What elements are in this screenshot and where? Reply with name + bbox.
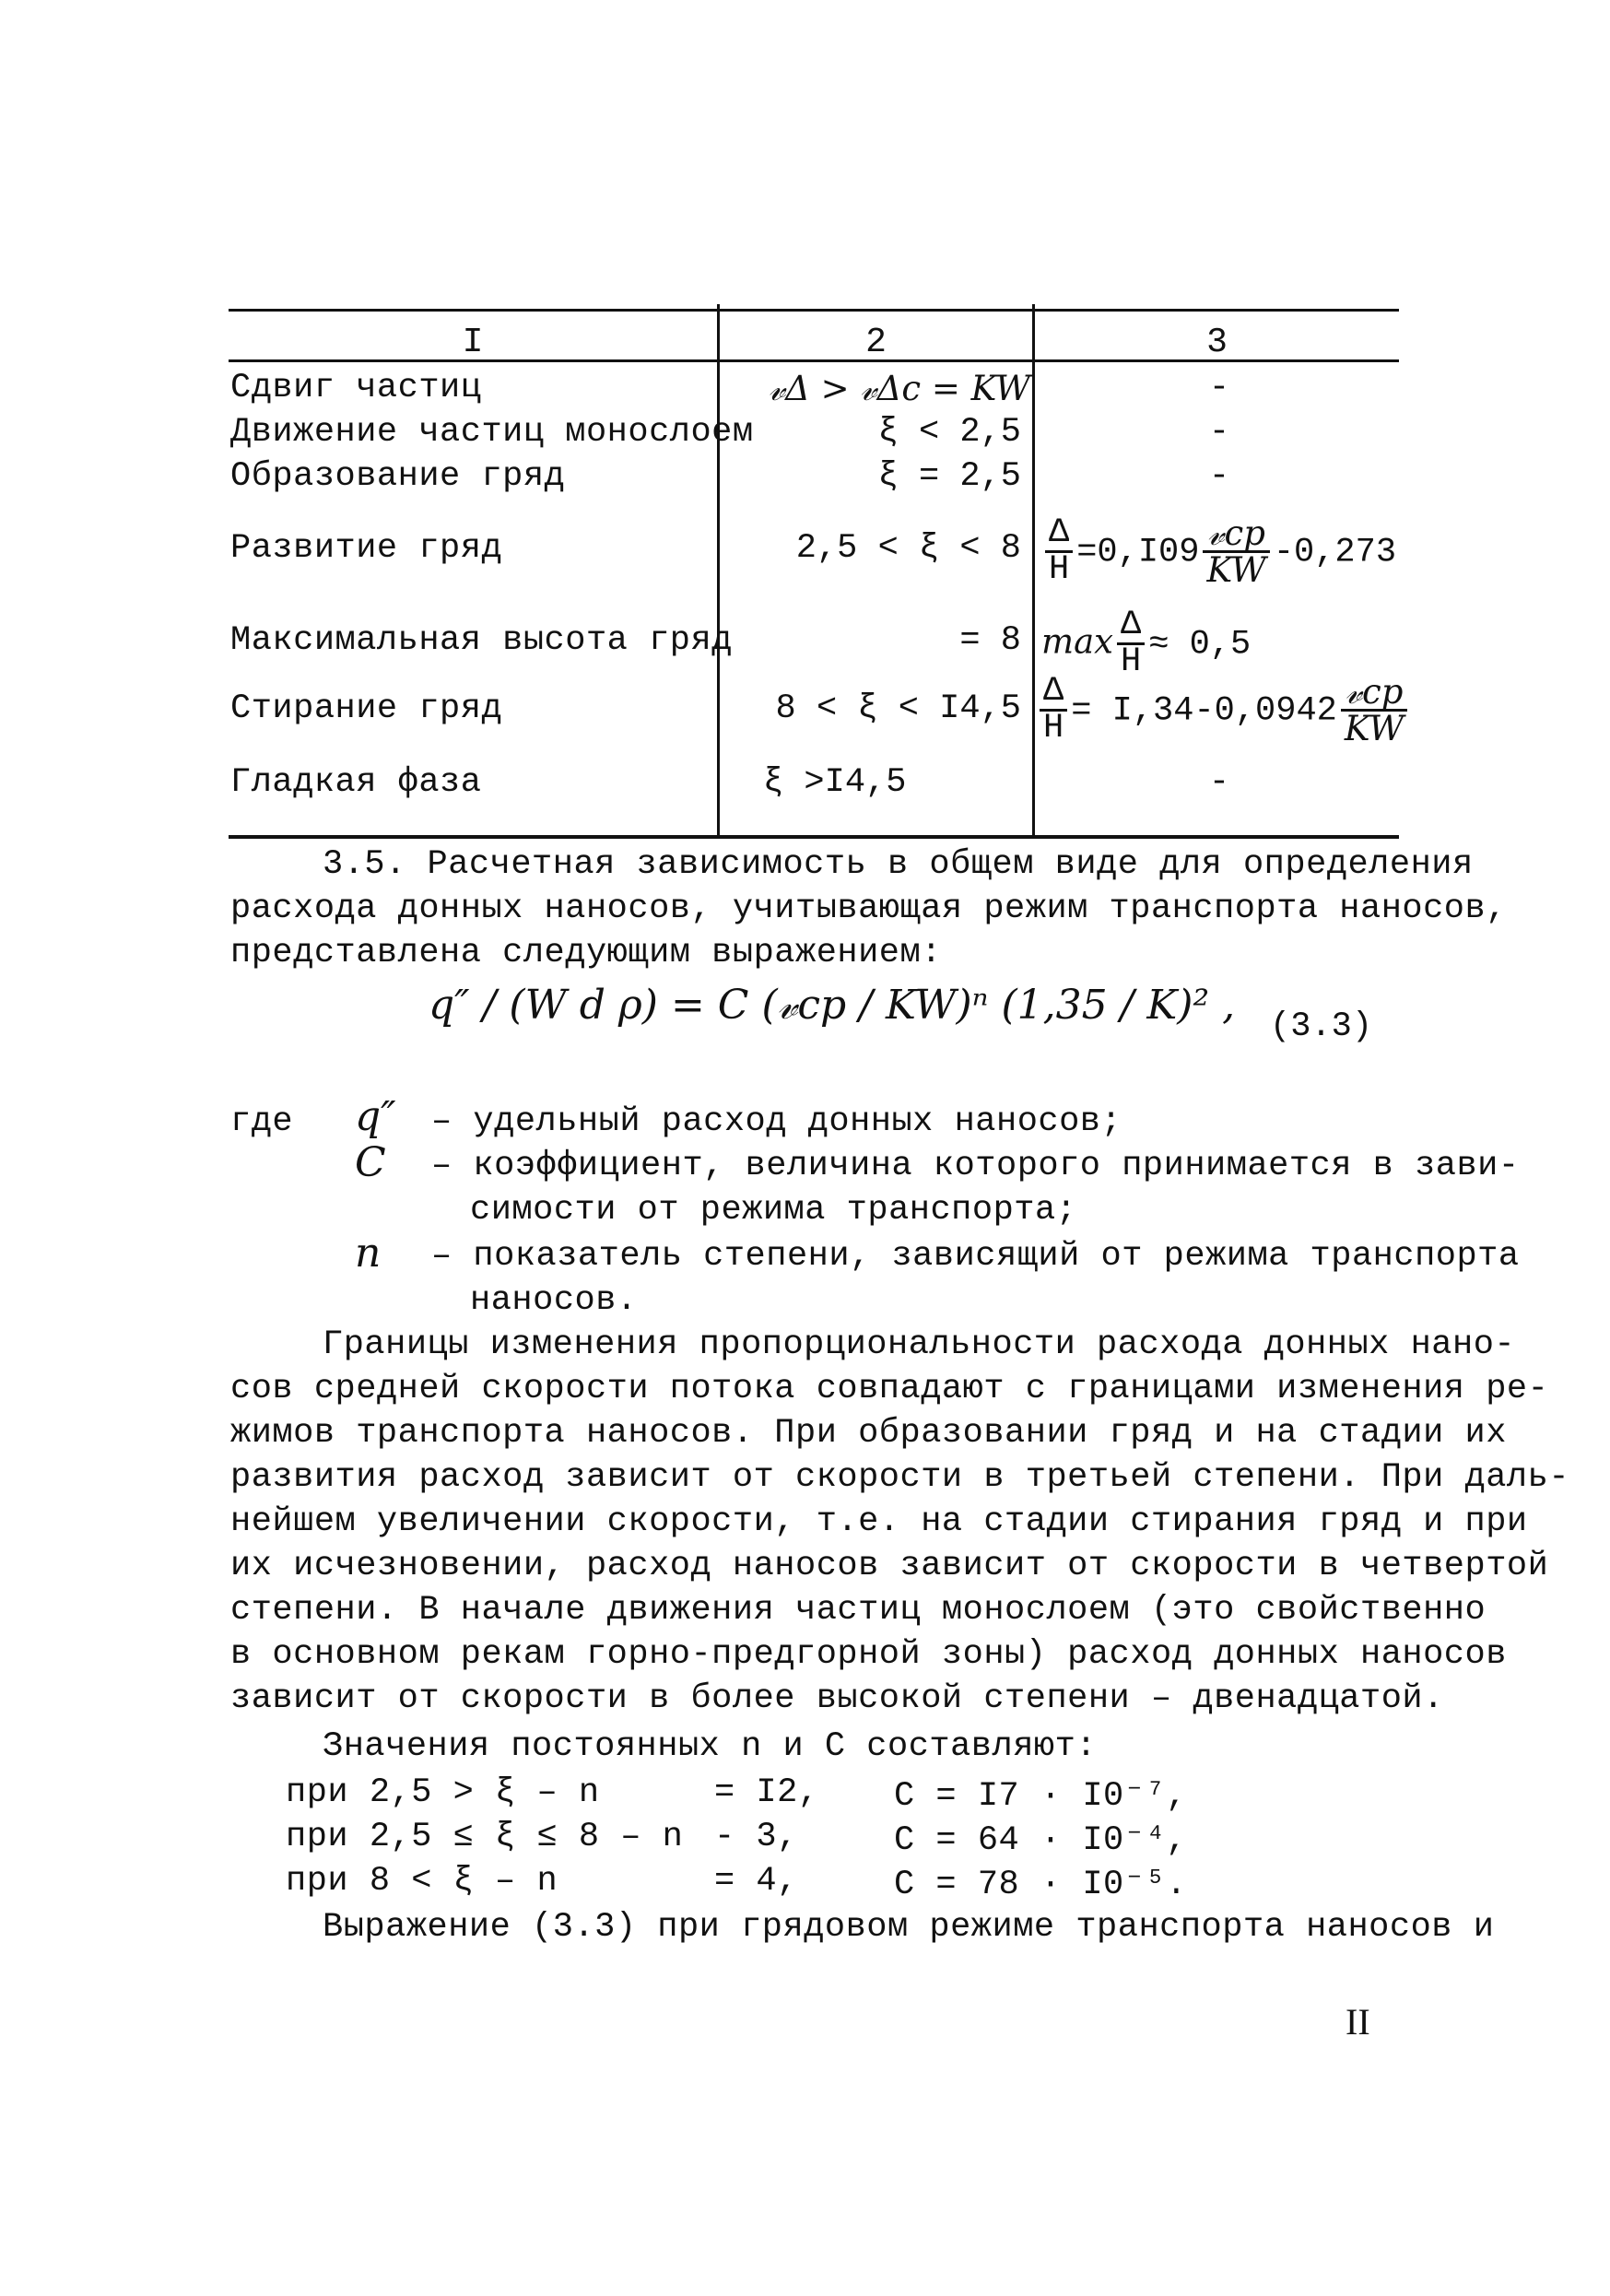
body-line-3: жимов транспорта наносов. При образовании гряд и на стадии их [230, 1414, 1507, 1453]
where-item-n-1: – показатель степени, зависящий от режима транспорта [431, 1237, 1520, 1276]
equation-3-3: q″ / (W d ρ) = C (𝓋cp / KW)ⁿ (1,35 / K)² , [429, 982, 1236, 1029]
regime-formula: max $\frac{\Delta}{H}$ ≈ 0,5 [1041, 606, 1252, 681]
constant-cond-1: при 2,5 > ξ – n [286, 1773, 600, 1812]
regime-name: Образование гряд [230, 457, 566, 496]
constant-c-3: C = 78 · I0⁻⁵. [894, 1866, 1187, 1904]
body-line-9: зависит от скорости в более высокой степени – двенадцатой. [230, 1679, 1444, 1718]
constants-intro: Значения постоянных n и C составляют: [323, 1727, 1098, 1766]
para-3-5-line-1: 3.5. Расчетная зависимость в общем виде для определения [323, 845, 1474, 884]
table-row [229, 369, 1399, 417]
symbol-c: C [355, 1139, 386, 1186]
body-line-5: нейшем увеличении скорости, т.е. на стадии стирания гряд и при [230, 1502, 1528, 1541]
where-item-c-1: – коэффициент, величина которого принимается в зави- [431, 1147, 1520, 1185]
regime-name: Максимальная высота гряд [230, 621, 733, 660]
para-3-5-line-2: расхода донных наносов, учитывающая режим транспорта наносов, [230, 889, 1507, 928]
body-line-8: в основном рекам горно-предгорной зоны) расход донных наносов [230, 1635, 1507, 1674]
regime-name: Сдвиг частиц [230, 369, 482, 407]
page-number: II [1346, 2001, 1370, 2043]
where-label: где [230, 1102, 294, 1141]
symbol-q: q″ [355, 1093, 396, 1140]
regime-formula: $\frac{\Delta}{H}$ =0,I09 $\frac{\text{𝓋cp}}{KW}$ -0,273 [1041, 516, 1401, 587]
constant-c-1: C = I7 · I0⁻⁷, [894, 1777, 1187, 1816]
last-line: Выражение (3.3) при грядовом режиме транспорта наносов и [323, 1908, 1495, 1947]
table-header-col2: 2 [865, 323, 887, 362]
regime-table [229, 304, 1404, 848]
regime-formula: - [1208, 369, 1230, 407]
where-item-c-2: симости от режима транспорта; [470, 1191, 1077, 1230]
table-row [229, 513, 1399, 595]
regime-name: Гладкая фаза [230, 763, 482, 802]
regime-formula: - [1208, 763, 1230, 802]
regime-name: Развитие гряд [230, 529, 503, 568]
regime-condition: ξ = 2,5 [877, 457, 1021, 496]
constant-c-2: C = 64 · I0⁻⁴, [894, 1821, 1187, 1860]
regime-formula: - [1208, 413, 1230, 452]
regime-formula: - [1208, 457, 1230, 496]
body-line-2: сов средней скорости потока совпадают с границами изменения ре- [230, 1370, 1549, 1408]
body-line-6: их исчезновении, расход наносов зависит от скорости в четвертой [230, 1547, 1549, 1585]
regime-condition: 2,5 < ξ < 8 [795, 529, 1021, 568]
where-item-n-2: наносов. [470, 1281, 638, 1320]
constant-n-1: = I2, [714, 1773, 819, 1812]
constant-n-2: - 3, [714, 1818, 798, 1856]
para-3-5-line-3: представлена следующим выражением: [230, 934, 942, 972]
table-header-col1: I [462, 323, 484, 362]
regime-name: Движение частиц монослоем [230, 413, 754, 452]
regime-condition: 𝓋Δ > 𝓋Δc = KW [768, 369, 1030, 408]
where-item-q: – удельный расход донных наносов; [431, 1102, 1122, 1141]
table-header-col3: 3 [1206, 323, 1228, 362]
symbol-n: n [355, 1230, 382, 1277]
regime-name: Стирание гряд [230, 689, 503, 728]
table-bottom-rule [229, 835, 1399, 839]
regime-condition: = 8 [959, 621, 1021, 660]
equation-number: (3.3) [1270, 1007, 1373, 1046]
table-row [229, 606, 1399, 681]
constant-cond-2: при 2,5 ≤ ξ ≤ 8 – n [286, 1818, 684, 1856]
table-row [229, 763, 1399, 811]
table-row [229, 672, 1404, 756]
table-row [229, 457, 1399, 505]
regime-formula: $\frac{\Delta}{H}$ = I,34-0,0942 $\frac{\text{𝓋cp}}{KW}$ [1036, 675, 1399, 746]
table-top-rule [229, 309, 1399, 312]
regime-condition: ξ >I4,5 [763, 763, 907, 802]
table-row [229, 413, 1399, 461]
body-line-1: Границы изменения пропорциональности расхода донных нано- [323, 1325, 1516, 1364]
body-line-4: развития расход зависит от скорости в третьей степени. При даль- [230, 1458, 1570, 1497]
constant-n-3: = 4, [714, 1862, 798, 1901]
constant-cond-3: при 8 < ξ – n [286, 1862, 558, 1901]
body-line-7: степени. В начале движения частиц монослоем (это свойственно [230, 1591, 1487, 1630]
regime-condition: 8 < ξ < I4,5 [775, 689, 1021, 728]
regime-condition: ξ < 2,5 [877, 413, 1021, 452]
